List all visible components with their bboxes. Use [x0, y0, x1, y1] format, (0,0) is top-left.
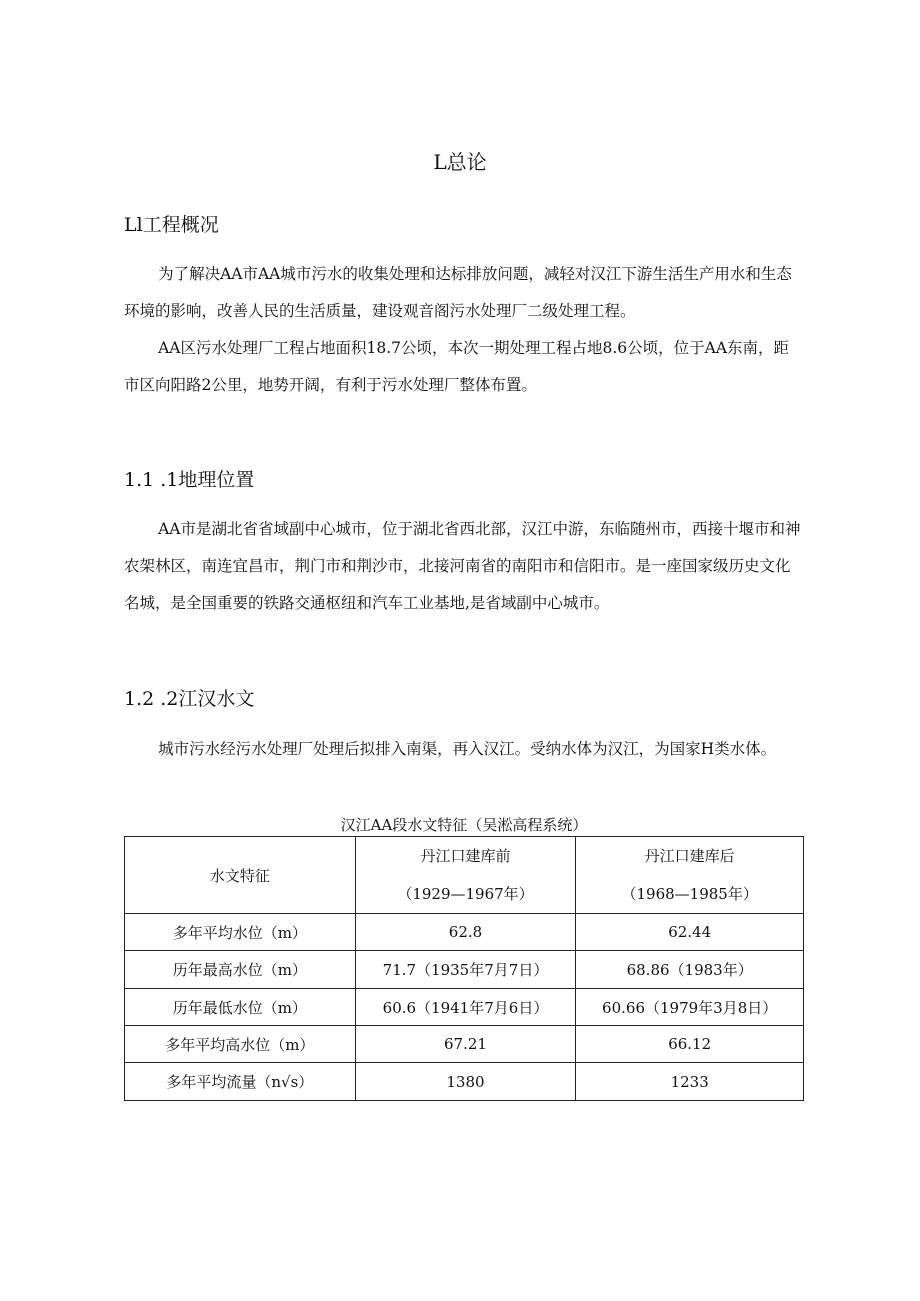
header-after-title: 丹江口建库后 — [644, 847, 735, 865]
table-cell: 1380 — [355, 1063, 576, 1101]
table-caption: 汉江AA段水文特征（吴淞高程系统） — [340, 816, 588, 834]
page-title: L总论 — [433, 150, 487, 174]
paragraph-hydrology: 城市污水经污水处理厂处理后拟排入南渠，再入汉江。受纳水体为汉江，为国家H类水体。 — [158, 740, 777, 758]
paragraph-location: AA市是湖北省省域副中心城市，位于湖北省西北部，汉江中游，东临随州市，西接十堰市和神农架林区，南连宜昌市，荆门市和荆沙市，北接河南省的南阳市和信阳市。是一座国家级历史文化名城，是全国重要的铁路交通枢纽和汽车工业基地,是省域副中心城市。 — [124, 520, 801, 612]
paragraph-overview-1: 为了解决AA市AA城市污水的收集处理和达标排放问题，减轻对汉江下游生活生产用水和生态环境的影响，改善人民的生活质量，建设观音阁污水处理厂二级处理工程。 — [124, 265, 792, 320]
table-row — [125, 951, 804, 989]
table-cell: 67.21 — [355, 1026, 576, 1063]
table-cell: 60.6（1941年7月6日） — [355, 989, 576, 1026]
header-hydro-feature: 水文特征 — [125, 837, 356, 914]
table-cell: 66.12 — [576, 1026, 804, 1063]
table-cell: 62.8 — [355, 914, 576, 951]
table-row — [125, 914, 804, 951]
table-cell: 68.86（1983年） — [576, 951, 804, 989]
table-cell: 历年最高水位（m） — [125, 951, 356, 989]
table-cell: 多年平均水位（m） — [125, 914, 356, 951]
header-before-title: 丹江口建库前 — [420, 847, 511, 865]
table-row — [125, 989, 804, 1026]
header-after-reservoir — [576, 837, 804, 914]
header-after-years: （1968—1985年） — [621, 885, 758, 903]
table-cell: 1233 — [576, 1063, 804, 1101]
section-heading-location: 1.1 .1地理位置 — [124, 469, 255, 491]
table-cell: 多年平均流量（n√s） — [125, 1063, 356, 1101]
table-cell: 多年平均高水位（m） — [125, 1026, 356, 1063]
table-row — [125, 1026, 804, 1063]
table-cell: 62.44 — [576, 914, 804, 951]
table-row — [125, 1063, 804, 1101]
hydrology-table — [124, 836, 804, 1101]
section-heading-overview: Ll工程概况 — [124, 214, 219, 236]
section-heading-hydrology: 1.2 .2江汉水文 — [124, 688, 255, 710]
paragraph-overview-2: AA区污水处理厂工程占地面积18.7公顷，本次一期处理工程占地8.6公顷，位于AA东南，距市区向阳路2公里，地势开阔，有利于污水处理厂整体布置。 — [124, 339, 790, 394]
table-header-row — [125, 837, 804, 914]
header-before-reservoir — [355, 837, 576, 914]
table-cell: 60.66（1979年3月8日） — [576, 989, 804, 1026]
table-cell: 71.7（1935年7月7日） — [355, 951, 576, 989]
header-before-years: （1929—1967年） — [397, 885, 534, 903]
table-cell: 历年最低水位（m） — [125, 989, 356, 1026]
